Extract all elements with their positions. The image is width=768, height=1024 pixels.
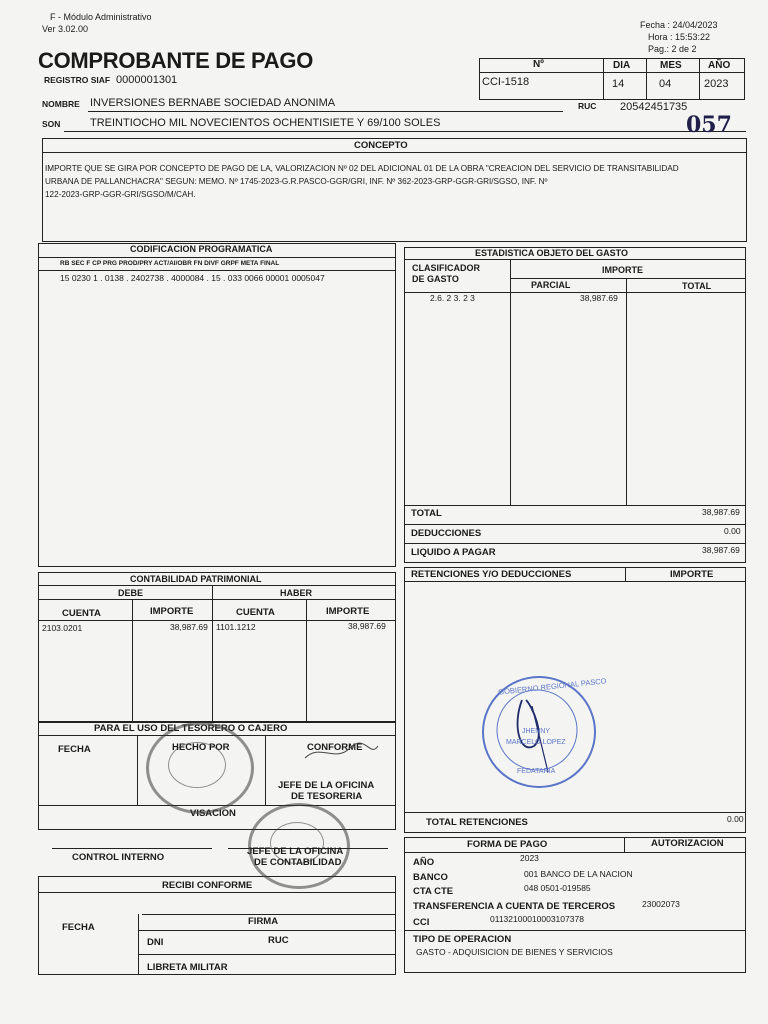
module-name: F - Módulo Administrativo	[50, 12, 152, 22]
tesorero-fecha-label: FECHA	[58, 744, 91, 755]
libreta-militar-label: LIBRETA MILITAR	[147, 962, 228, 973]
page-title: COMPROBANTE DE PAGO	[38, 48, 314, 73]
haber-importe-label: IMPORTE	[326, 606, 370, 617]
clasificador-label: CLASIFICADOR DE GASTO	[412, 263, 480, 284]
total-retenciones-label: TOTAL RETENCIONES	[426, 817, 528, 828]
ano-value: 2023	[704, 78, 729, 90]
concepto-line-3: 122-2023-GRP-GGR-GRI/SGSO/M/CAH.	[45, 190, 196, 199]
concepto-line-2: URBANA DE PALLANCHACRA" SEGUN: MEMO. Nº 1745-2023-G.R.PASCO-GGR/GRI, INF. Nº 362-2023-GRP-GGR-GRI/SGSO, INF. Nº	[45, 177, 548, 186]
transferencia-label: TRANSFERENCIA A CUENTA DE TERCEROS	[413, 901, 616, 912]
fedatario-stamp-arc: GOBIERNO REGIONAL PASCO	[497, 676, 607, 697]
debe-label: DEBE	[118, 588, 144, 598]
fedatario-stamp-name-2: MARCELO LOPEZ	[506, 739, 566, 746]
son-value: TREINTIOCHO MIL NOVECIENTOS OCHENTISIETE Y 69/100 SOLES	[90, 117, 441, 129]
nombre-label: NOMBRE	[42, 99, 80, 109]
dia-value: 14	[612, 78, 625, 90]
cci-value: 01132100010003107378	[490, 914, 584, 924]
debe-cuenta-label: CUENTA	[62, 608, 101, 619]
banco-label: BANCO	[413, 872, 448, 883]
debe-importe-value: 38,987.69	[170, 622, 208, 632]
deducciones-value: 0.00	[724, 526, 741, 536]
clasificador-value: 2.6. 2 3. 2 3	[430, 293, 475, 303]
registro-siaf-label: REGISTRO SIAF	[44, 75, 111, 85]
contabilidad-header: CONTABILIDAD PATRIMONIAL	[130, 574, 262, 584]
codificacion-box	[38, 243, 396, 567]
ruc-label: RUC	[578, 101, 597, 111]
debe-importe-label: IMPORTE	[150, 606, 194, 617]
banco-value: 001 BANCO DE LA NACION	[524, 869, 633, 879]
conforme-signature	[300, 738, 380, 768]
codificacion-columns: RB SEC F CP PRG PROD/PRY ACT/AI/OBR FN DIVF GRPF META FINAL	[60, 260, 280, 267]
firma-label: FIRMA	[248, 916, 279, 927]
total-retenciones-value: 0.00	[727, 814, 744, 824]
mes-label: MES	[660, 60, 682, 71]
tipo-operacion-label: TIPO DE OPERACION	[413, 934, 512, 945]
print-time: Hora : 15:53:22	[648, 32, 711, 42]
parcial-label: PARCIAL	[531, 280, 571, 290]
fedatario-stamp-role: FEDATARIA	[517, 768, 556, 775]
codificacion-header: CODIFICACION PROGRAMATICA	[130, 244, 273, 254]
cta-cte-label: CTA CTE	[413, 886, 454, 897]
autorizacion-label: AUTORIZACION	[651, 838, 724, 849]
transferencia-value: 23002073	[642, 899, 680, 909]
parcial-value: 38,987.69	[580, 293, 618, 303]
nombre-value: INVERSIONES BERNABE SOCIEDAD ANONIMA	[90, 97, 336, 109]
haber-cuenta-label: CUENTA	[236, 607, 275, 618]
codificacion-row: 15 0230 1 . 0138 . 2402738 . 4000084 . 15 . 033 0066 00001 0005047	[60, 273, 325, 283]
concepto-header: CONCEPTO	[354, 140, 408, 151]
tesoreria-seal-inner	[168, 742, 226, 788]
page-number: Pag.: 2 de 2	[648, 44, 697, 54]
retenciones-header: RETENCIONES Y/O DEDUCCIONES	[411, 569, 572, 580]
liquido-value: 38,987.69	[702, 545, 740, 555]
forma-pago-header: FORMA DE PAGO	[467, 839, 548, 850]
fedatario-stamp	[482, 676, 607, 788]
numero-label: Nº	[533, 59, 544, 70]
jefe-tesoreria-line-1: JEFE DE LA OFICINA	[278, 780, 375, 791]
hecho-por-label: HECHO POR	[172, 742, 230, 753]
total-row-value: 38,987.69	[702, 507, 740, 517]
cta-cte-value: 048 0501-019585	[524, 883, 591, 893]
fedatario-stamp-name-1: JHENNY	[522, 728, 551, 735]
liquido-label: LIQUIDO A PAGAR	[411, 547, 496, 558]
dia-label: DIA	[613, 60, 631, 71]
module-version: Ver 3.02.00	[42, 24, 89, 34]
contabilidad-seal-inner	[270, 822, 324, 864]
haber-importe-value: 38,987.69	[348, 621, 386, 631]
jefe-contabilidad-line-1: JEFE DE LA OFICINA	[247, 846, 344, 857]
debe-cuenta-value: 2103.0201	[42, 623, 83, 633]
retenciones-importe-label: IMPORTE	[670, 569, 714, 580]
control-interno-label: CONTROL INTERNO	[72, 852, 165, 863]
haber-cuenta-value: 1101.1212	[216, 622, 256, 632]
importe-label: IMPORTE	[602, 265, 644, 275]
fp-ano-value: 2023	[520, 853, 539, 863]
recibi-fecha-label: FECHA	[62, 922, 95, 933]
ano-label: AÑO	[708, 60, 731, 71]
concepto-line-1: IMPORTE QUE SE GIRA POR CONCEPTO DE PAGO DE LA, VALORIZACION Nº 02 DEL ADICIONAL 01 DE LA OBRA "CREACION DEL SERVICIO DE TRANSITABILIDAD	[45, 164, 679, 173]
fp-ano-label: AÑO	[413, 857, 435, 868]
total-label: TOTAL	[682, 281, 712, 291]
handwritten-number: 057	[686, 112, 732, 138]
cci-label: CCI	[413, 917, 430, 928]
ruc-value: 20542451735	[620, 101, 688, 113]
total-row-label: TOTAL	[411, 508, 442, 519]
son-label: SON	[42, 119, 61, 129]
numero-value: CCI-1518	[482, 76, 530, 88]
jefe-tesoreria-line-2: DE TESORERIA	[291, 791, 363, 802]
jefe-contabilidad-line-2: DE CONTABILIDAD	[254, 857, 342, 868]
tipo-operacion-value: GASTO - ADQUISICION DE BIENES Y SERVICIOS	[416, 947, 613, 957]
deducciones-label: DEDUCCIONES	[411, 528, 482, 539]
estadistica-header: ESTADISTICA OBJETO DEL GASTO	[475, 248, 629, 258]
dni-label: DNI	[147, 937, 164, 948]
tesorero-header: PARA EL USO DEL TESORERO O CAJERO	[94, 723, 288, 734]
conforme-label: CONFORME	[307, 742, 363, 753]
registro-siaf-value: 0000001301	[116, 74, 178, 86]
mes-value: 04	[659, 78, 672, 90]
visacion-label: VISACION	[190, 808, 236, 819]
recibi-ruc-label: RUC	[268, 935, 289, 946]
contabilidad-box	[38, 572, 396, 722]
recibi-header: RECIBI CONFORME	[162, 880, 253, 891]
haber-label: HABER	[280, 588, 313, 598]
print-date: Fecha : 24/04/2023	[640, 20, 718, 30]
